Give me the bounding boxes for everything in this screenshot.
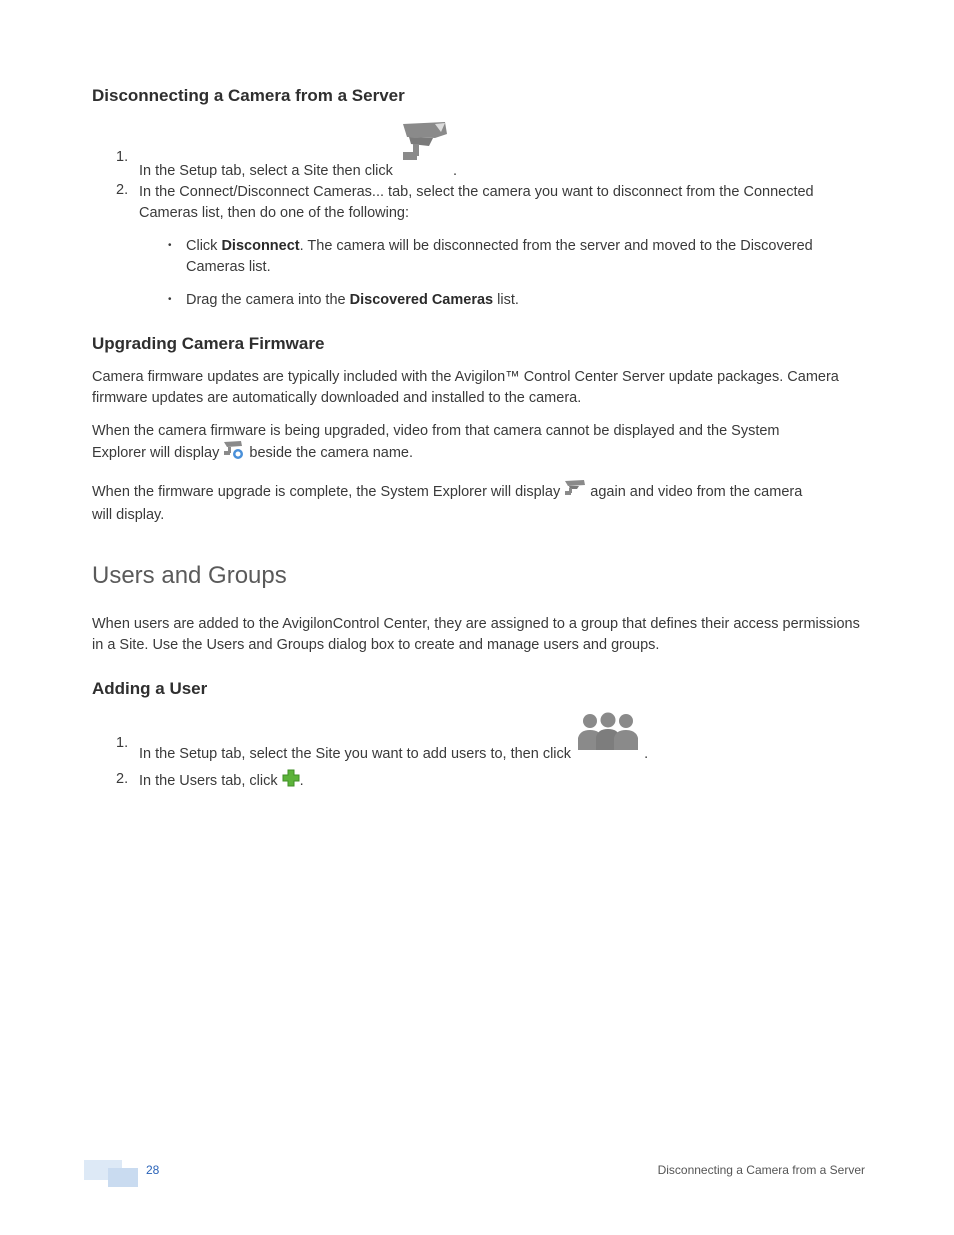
bullet-drag: Drag the camera into the Discovered Cameras list. (186, 292, 519, 308)
add-plus-icon[interactable] (282, 769, 300, 787)
footer-title: Disconnecting a Camera from a Server (657, 1163, 865, 1177)
firmware-paragraph-2-line1: When the camera firmware is being upgraded, video from that camera cannot be displayed and the System (92, 423, 780, 439)
users-groups-paragraph: When users are added to the AvigilonControl Center, they are assigned to a group that defines their access permissions in a Site. Use the Users and Groups dialog box to create and manage users and groups. (92, 616, 860, 653)
page-number: 28 (146, 1163, 160, 1177)
step-number: 2. (116, 182, 129, 198)
step-number: 1. (116, 149, 129, 165)
heading-adding-user: Adding a User (92, 679, 208, 698)
firmware-paragraph-3-line1: When the firmware upgrade is complete, the System Explorer will display again and video from the camera (92, 482, 862, 503)
bold-disconnect: Disconnect (221, 238, 300, 254)
users-icon[interactable] (576, 712, 640, 750)
firmware-paragraph-3-line2: will display. (92, 507, 165, 523)
step-number: 2. (116, 771, 129, 787)
camera-icon (564, 479, 586, 497)
add-user-step-2: In the Users tab, click . (139, 768, 859, 789)
bullet-marker: • (168, 240, 172, 251)
heading-disconnecting: Disconnecting a Camera from a Server (92, 86, 405, 105)
firmware-paragraph-2-line2: Explorer will display beside the camera name. (92, 443, 862, 464)
heading-upgrading-firmware: Upgrading Camera Firmware (92, 334, 325, 353)
add-user-step-1: In the Setup tab, select the Site you want to add users to, then click . (139, 712, 859, 750)
step-1-text (139, 120, 859, 179)
step-1-after: . (452, 162, 457, 179)
step-2-text: In the Connect/Disconnect Cameras... tab, select the camera you want to disconnect from the Connected Cameras list, then do one of the following: (139, 184, 814, 221)
step-1-before: In the Setup tab, select a Site then click (139, 162, 393, 179)
camera-upgrading-icon (223, 440, 245, 460)
step-number: 1. (116, 735, 129, 751)
bullet-disconnect: Click Disconnect. The camera will be disconnected from the server and moved to the Discovered Cameras list. (186, 238, 813, 275)
footer-decoration (108, 1168, 138, 1187)
section-title-users-and-groups: Users and Groups (92, 562, 287, 589)
bullet-marker: • (168, 294, 172, 305)
camera-connect-icon[interactable] (399, 120, 449, 164)
bold-discovered-cameras: Discovered Cameras (349, 292, 494, 308)
firmware-paragraph-1: Camera firmware updates are typically included with the Avigilon™ Control Center Server update packages. Camera firmware updates are automatically downloaded and installed to the camera. (92, 369, 839, 406)
